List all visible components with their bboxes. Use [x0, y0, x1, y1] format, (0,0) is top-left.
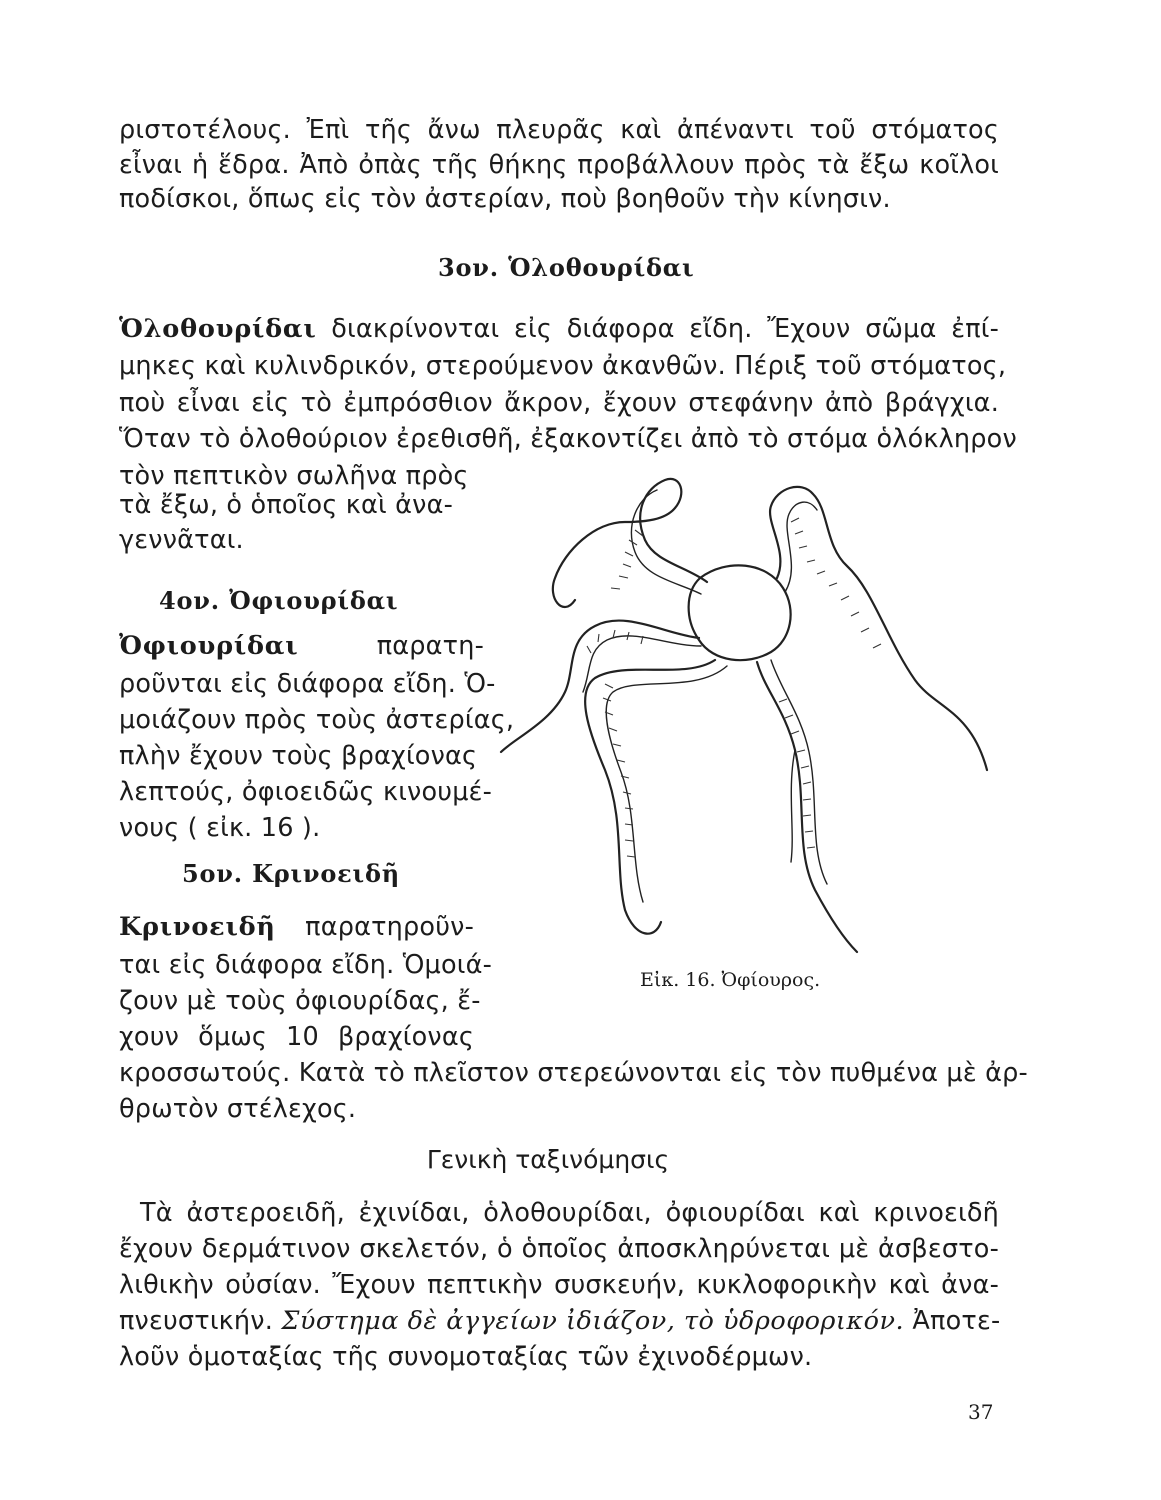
section5-term: Κρινοειδῆ	[119, 912, 276, 942]
arm-left-inner	[583, 636, 701, 692]
section5-line-2: ται εἰς διάφορα εἴδη. Ὁμοιά-	[119, 950, 493, 980]
arm-segments	[587, 518, 881, 857]
section4-heading: 4ον. Ὀφιουρίδαι	[159, 586, 399, 615]
figure-caption: Εἰκ. 16. Ὀφίουρος.	[640, 969, 821, 991]
arm-top-right	[770, 487, 987, 770]
intro-line-1: ριστοτέλους. Ἐπὶ τῆς ἄνω πλευρᾶς καὶ ἀπέναντι τοῦ στόματος	[119, 115, 999, 145]
arm-tail	[791, 750, 795, 862]
section3-term: Ὁλοθουρίδαι	[119, 314, 317, 344]
classification-line-2: ἔχουν δερμάτινον σκελετόν, ὁ ὁποῖος ἀποσκληρύνεται μὲ ἀσβεστο-	[119, 1234, 999, 1264]
section4-line-4: πλὴν ἔχουν τοὺς βραχίονας	[119, 741, 478, 771]
section3-line-1-text: διακρίνονται εἰς διάφορα εἴδη. Ἔχουν σῶμα ἐπί-	[331, 314, 1000, 344]
classification-title: Γενικὴ ταξινόμησις	[426, 1145, 670, 1174]
classification-line-4-end: Ἀποτε-	[912, 1306, 1001, 1336]
classification-line-5: λοῦν ὁμοταξίας τῆς συνομοταξίας τῶν ἐχινοδέρμων.	[119, 1342, 813, 1372]
section3-line-5: τὸν πεπτικὸν σωλῆνα πρὸς	[119, 461, 469, 491]
section3-line-4: Ὅταν τὸ ὁλοθούριον ἐρεθισθῆ, ἐξακοντίζει ἀπὸ τὸ στόμα ὁλόκληρον	[119, 424, 1017, 454]
section5-line-4: χουν ὅμως 10 βραχίονας	[119, 1022, 474, 1052]
section4-line-2: ροῦνται εἰς διάφορα εἴδη. Ὁ-	[119, 669, 496, 699]
section4-line-3: μοιάζουν πρὸς τοὺς ἀστερίας,	[119, 705, 515, 735]
classification-line-4	[119, 1303, 999, 1339]
section4-line-6: νους ( εἰκ. 16 ).	[119, 813, 321, 843]
section5-line-1	[119, 909, 474, 945]
arm-bottom-left-inner	[606, 666, 727, 902]
brittle-star-illustration	[495, 470, 1000, 960]
section3-line-6: τὰ ἔξω, ὁ ὁποῖος καὶ ἀνα-	[119, 490, 454, 520]
section4-line-5: λεπτούς, ὀφιοειδῶς κινουμέ-	[119, 777, 493, 807]
section5-line-5: κροσσωτούς. Κατὰ τὸ πλεῖστον στερεώνονται εἰς τὸν πυθμένα μὲ ἀρ-	[119, 1058, 1028, 1088]
classification-line-1: Τὰ ἀστεροειδῆ, ἐχινίδαι, ὁλοθουρίδαι, ὀφιουρίδαι καὶ κρινοειδῆ	[140, 1198, 999, 1228]
section4-line-1	[119, 628, 484, 664]
intro-line-2: εἶναι ἡ ἕδρα. Ἀπὸ ὀπὰς τῆς θήκης προβάλλουν πρὸς τὰ ἔξω κοῖλοι	[119, 150, 999, 180]
arm-left	[501, 621, 699, 752]
classification-line-3: λιθικὴν οὐσίαν. Ἔχουν πεπτικὴν συσκευήν, κυκλοφορικὴν καὶ ἀνα-	[119, 1270, 999, 1300]
section3-line-1	[119, 311, 999, 347]
section5-heading: 5ον. Κρινοειδῆ	[182, 859, 401, 888]
section4-line-1-text: παρατη-	[376, 631, 484, 661]
arm-bottom-left	[585, 660, 715, 934]
section5-line-3: ζουν μὲ τοὺς ὀφιουρίδας, ἔ-	[119, 986, 481, 1016]
section3-line-3: ποὺ εἶναι εἰς τὸ ἐμπρόσθιον ἄκρον, ἔχουν στεφάνην ἀπὸ βράγχια.	[119, 388, 999, 418]
section3-line-7: γεννᾶται.	[119, 525, 244, 555]
classification-line-4-start: πνευστικήν.	[119, 1306, 274, 1336]
section4-term: Ὀφιουρίδαι	[119, 631, 299, 661]
arm-top-left	[553, 479, 707, 607]
section5-line-1-text: παρατηροῦν-	[305, 912, 474, 942]
section5-line-6: θρωτὸν στέλεχος.	[119, 1094, 357, 1124]
intro-line-3: ποδίσκοι, ὅπως εἰς τὸν ἀστερίαν, ποὺ βοηθοῦν τὴν κίνησιν.	[119, 184, 891, 214]
classification-line-4-italic: Σύστημα δὲ ἀγγείων ἰδιάζον, τὸ ὑδροφορικόν.	[281, 1306, 905, 1336]
section3-heading: 3ον. Ὁλοθουρίδαι	[438, 253, 695, 282]
arm-bottom-right	[757, 662, 857, 952]
section3-line-2: μηκες καὶ κυλινδρικόν, στερούμενον ἀκανθῶν. Πέριξ τοῦ στόματος,	[119, 351, 1007, 381]
page-number: 37	[968, 1400, 994, 1424]
